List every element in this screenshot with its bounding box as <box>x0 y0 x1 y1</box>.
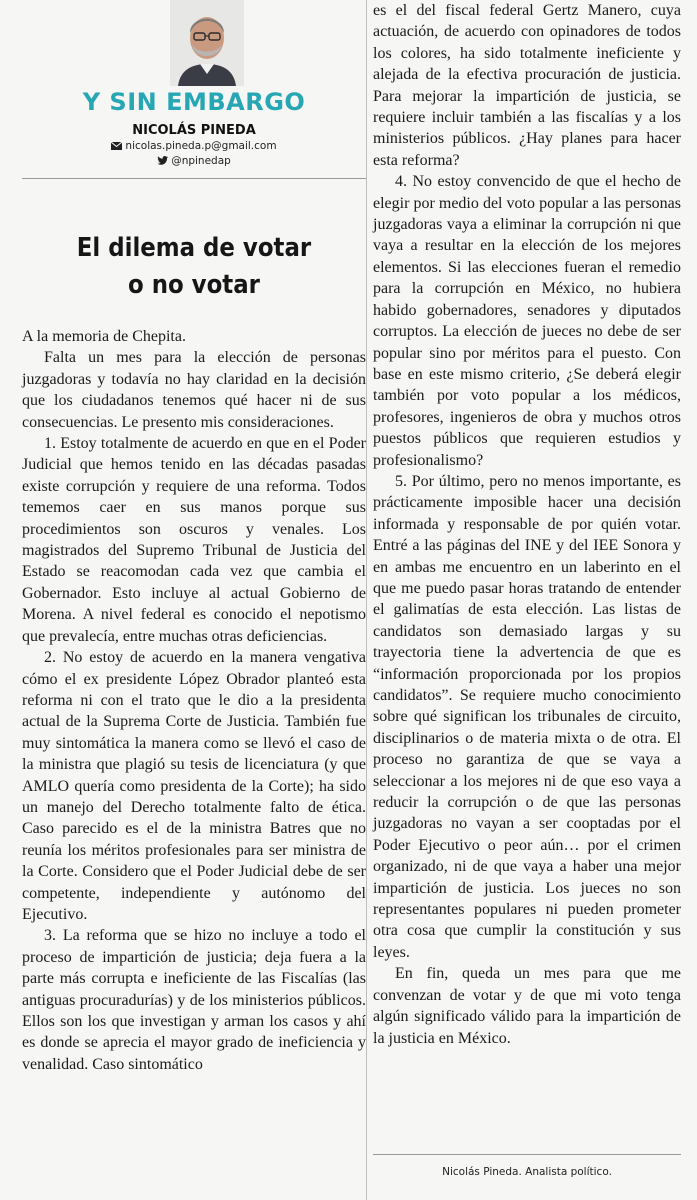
dedication: A la memoria de Chepita. <box>22 328 186 345</box>
author-email[interactable]: nicolas.pineda.p@gmail.com <box>125 140 277 152</box>
section-title: Y SIN EMBARGO <box>82 88 306 116</box>
envelope-icon <box>111 142 122 150</box>
headline-line-1: El dilema de votar <box>76 233 312 263</box>
author-signature: Nicolás Pineda. Analista político. <box>442 1166 612 1178</box>
article-body-right <box>373 0 681 1049</box>
author-twitter-line <box>22 155 366 167</box>
paragraph-point-4: 4. No estoy convencido de que el hecho de elegir por medio del voto popular a las personas juzgadoras vaya a eliminar la corrupción ni que vaya a resultar en la elección de los mejores elementos. Si las elecciones fueran el remedio para la corrupción en México, no hubiera habido gobernadores, senadores y diputados corruptos. La elección de jueces no debe de ser popular sino por méritos para el puesto. Con base en este mismo criterio, ¿Se deberá elegir también por voto popular a los médicos, profesores, ingenieros de obra y muchos otros puestos públicos que requieren estudios y profesionalismo? <box>373 173 681 469</box>
paragraph-point-1: 1. Estoy totalmente de acuerdo en que en el Poder Judicial que hemos tenido en las décadas pasadas existe corrupción y requiere de una reforma. Todos tememos caer en sus manos porque sus procedimientos son oscuros y venales. Los magistrados del Supremo Tribunal de Justicia del Estado se reacomodan cada vez que cambia el Gobernador. Esto incluye al actual Gobierno de Morena. A nivel federal es conocido el nepotismo que prevalecía, entre muchas otras deficiencias. <box>22 435 366 645</box>
author-portrait-icon <box>170 0 244 86</box>
twitter-bird-icon <box>157 156 168 165</box>
paragraph-point-3-continued: es el del fiscal federal Gertz Manero, cuya actuación, de acuerdo con opinadores de todos los colores, ha sido totalmente ineficiente y alejada de la efectiva procuración de justicia. Para mejorar la impartición de justicia, se requiere incluir también a las fiscalías y a los ministerios públicos. ¿Hay planes para hacer esta reforma? <box>373 2 681 169</box>
header-divider <box>22 178 366 179</box>
paragraph-conclusion: En fin, queda un mes para que me convenzan de votar y de que mi voto tenga algún significado válido para la impartición de la justicia en México. <box>373 965 681 1047</box>
author-name: NICOLÁS PINEDA <box>132 123 256 138</box>
author-email-line <box>22 140 366 152</box>
author-twitter[interactable]: @npinedap <box>171 155 231 167</box>
column-divider <box>366 0 367 1200</box>
paragraph-point-2: 2. No estoy de acuerdo en la manera vengativa cómo el ex presidente López Obrador planteó esta reforma ni con el trato que le dio a la presidenta actual de la Suprema Corte de Justicia. También fue muy sintomática la manera como se llevó el caso de la ministra que plagió su tesis de licenciatura (y que AMLO quería como presidenta de la Corte); ha sido un manejo del Derecho totalmente falto de ética. Caso parecido es el de la ministra Batres que no reunía los méritos profesionales para ser ministra de la Corte. Considero que el Poder Judicial debe de ser competente, independiente y autónomo del Ejecutivo. <box>22 649 366 923</box>
paragraph-point-5: 5. Por último, pero no menos importante, es prácticamente imposible hacer una decisión informada y responsable de por quién votar. Entré a las páginas del INE y del IEE Sonora y en ambas me encuentro en un laberinto en el que me puedo pasar horas tratando de entender el galimatías de esta elección. Las listas de candidatos son demasiado largas y su trayectoria tiene la advertencia de que es “información proporcionada por los propios candidatos”. Se requiere mucho conocimiento sobre qué significan los tribunales de circuito, disciplinarios o de materia mixta o de otra. El proceso no garantiza de que se vaya a seleccionar a los mejores ni de que eso vaya a reducir la corrupción o de que las personas juzgadoras no vayan a ser cooptadas por el Poder Ejecutivo o peor aún… por el crimen organizado, ni de que vaya a haber una mejor impartición de justicia. Los jueces no son representantes populares ni pueden prometer otra cosa que cumplir la constitución y sus leyes. <box>373 472 681 961</box>
signature-divider <box>373 1154 681 1155</box>
author-photo <box>170 0 244 86</box>
left-column <box>22 0 366 1200</box>
article-body-left <box>22 326 366 1075</box>
headline-line-2: o no votar <box>128 270 260 300</box>
paragraph-point-3: 3. La reforma que se hizo no incluye a todo el proceso de impartición de justicia; deja fuera a la parte más corrupta e ineficiente de las Fiscalías (las antiguas procuradurías) y de los ministerios públicos. Ellos son los que investigan y arman los casos y ahí es donde se aprecia el mayor grado de ineficiencia y venalidad. Caso sintomático <box>22 927 366 1073</box>
article-headline <box>43 230 346 304</box>
right-column <box>373 0 681 1200</box>
paragraph-intro: Falta un mes para la elección de personas juzgadoras y todavía no hay claridad en la decisión que los ciudadanos tenemos qué hacer ni de sus consecuencias. Le presento mis consideraciones. <box>22 349 366 431</box>
